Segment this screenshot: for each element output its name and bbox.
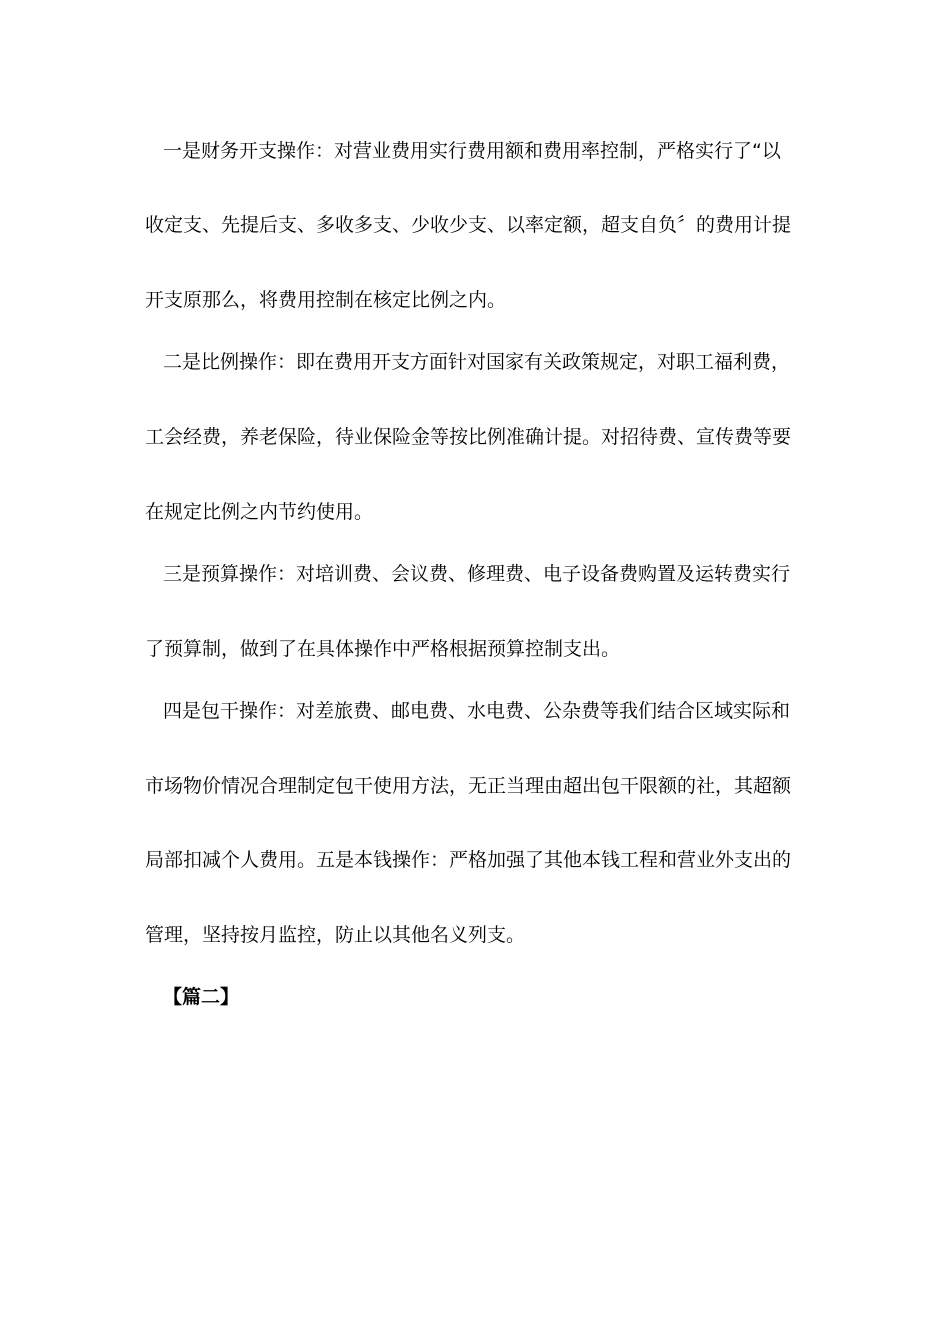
paragraph-1-line-1: 一是财务开支操作：对营业费用实行费用额和费用率控制，严格实行了“以 xyxy=(163,140,781,162)
paragraph-1-line-2: 收定支、先提后支、多收多支、少收少支、以率定额，超支自负〞的费用计提 xyxy=(145,214,792,236)
paragraph-4-line-1: 四是包干操作：对差旅费、邮电费、水电费、公杂费等我们结合区域实际和 xyxy=(163,700,791,722)
paragraph-2-line-3: 在规定比例之内节约使用。 xyxy=(145,501,374,523)
paragraph-3-line-2: 了预算制，做到了在具体操作中严格根据预算控制支出。 xyxy=(145,638,621,660)
paragraph-4-line-4: 管理，坚持按月监控，防止以其他名义列支。 xyxy=(145,924,526,946)
paragraph-1-line-3: 开支原那么，将费用控制在核定比例之内。 xyxy=(145,289,507,311)
paragraph-4-line-3: 局部扣减个人费用。五是本钱操作：严格加强了其他本钱工程和营业外支出的 xyxy=(145,849,792,871)
paragraph-3-line-1: 三是预算操作：对培训费、会议费、修理费、电子设备费购置及运转费实行 xyxy=(163,563,791,585)
section-heading: 【篇二】 xyxy=(163,986,240,1008)
paragraph-2-line-1: 二是比例操作：即在费用开支方面针对国家有关政策规定，对职工福利费， xyxy=(163,351,791,373)
paragraph-4-line-2: 市场物价情况合理制定包干使用方法，无正当理由超出包干限额的社，其超额 xyxy=(145,775,792,797)
paragraph-2-line-2: 工会经费，养老保险，待业保险金等按比例准确计提。对招待费、宣传费等要 xyxy=(145,426,792,448)
